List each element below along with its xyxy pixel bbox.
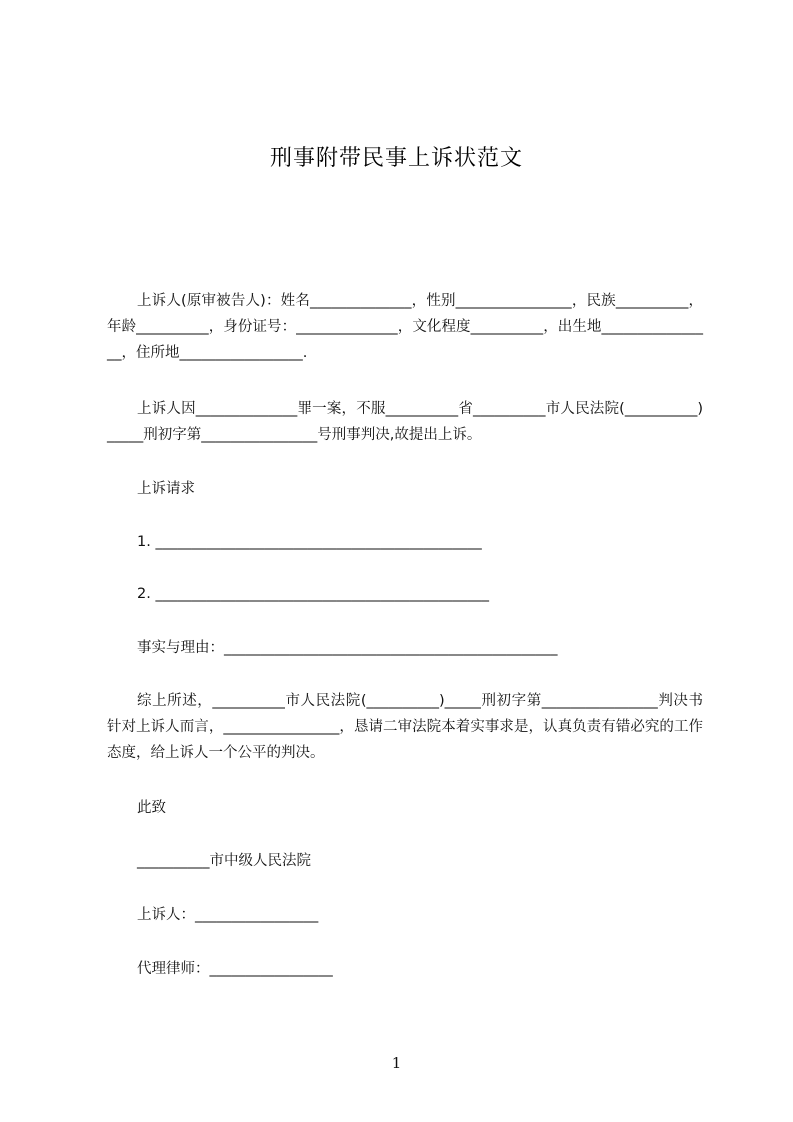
lawyer-signature: 代理律师：_________________ <box>137 961 333 977</box>
closing-salutation: 此致 <box>137 800 166 816</box>
appeal-reason-paragraph: 上诉人因______________罪一案，不服__________省__________市人民法院(__________)_____刑初字第________________号刑事判决,故提出上诉。 <box>107 401 703 443</box>
court-name: __________市中级人民法院 <box>137 853 311 869</box>
request-heading: 上诉请求 <box>137 481 195 497</box>
conclusion-paragraph: 综上所述，__________市人民法院(__________)_____刑初字第________________判决书针对上诉人而言，________________，恳请二审法院本着实事求是，认真负责有错必究的工作态度，给上诉人一个公平的判决。 <box>107 693 703 761</box>
request-item-2: 2. ______________________________________________ <box>137 586 489 602</box>
appellant-info-paragraph: 上诉人(原审被告人)：姓名______________，性别________________，民族__________，年龄__________，身份证号：______________，文化程度__________，出生地________________，住所地_________________. <box>107 293 703 361</box>
page-number: 1 <box>391 1054 402 1072</box>
document-title: 刑事附带民事上诉状范文 <box>269 146 523 171</box>
request-item-1: 1. _____________________________________________ <box>137 534 482 550</box>
facts-and-reasons: 事实与理由：______________________________________________ <box>137 640 558 656</box>
appellant-signature: 上诉人：_________________ <box>137 907 319 923</box>
